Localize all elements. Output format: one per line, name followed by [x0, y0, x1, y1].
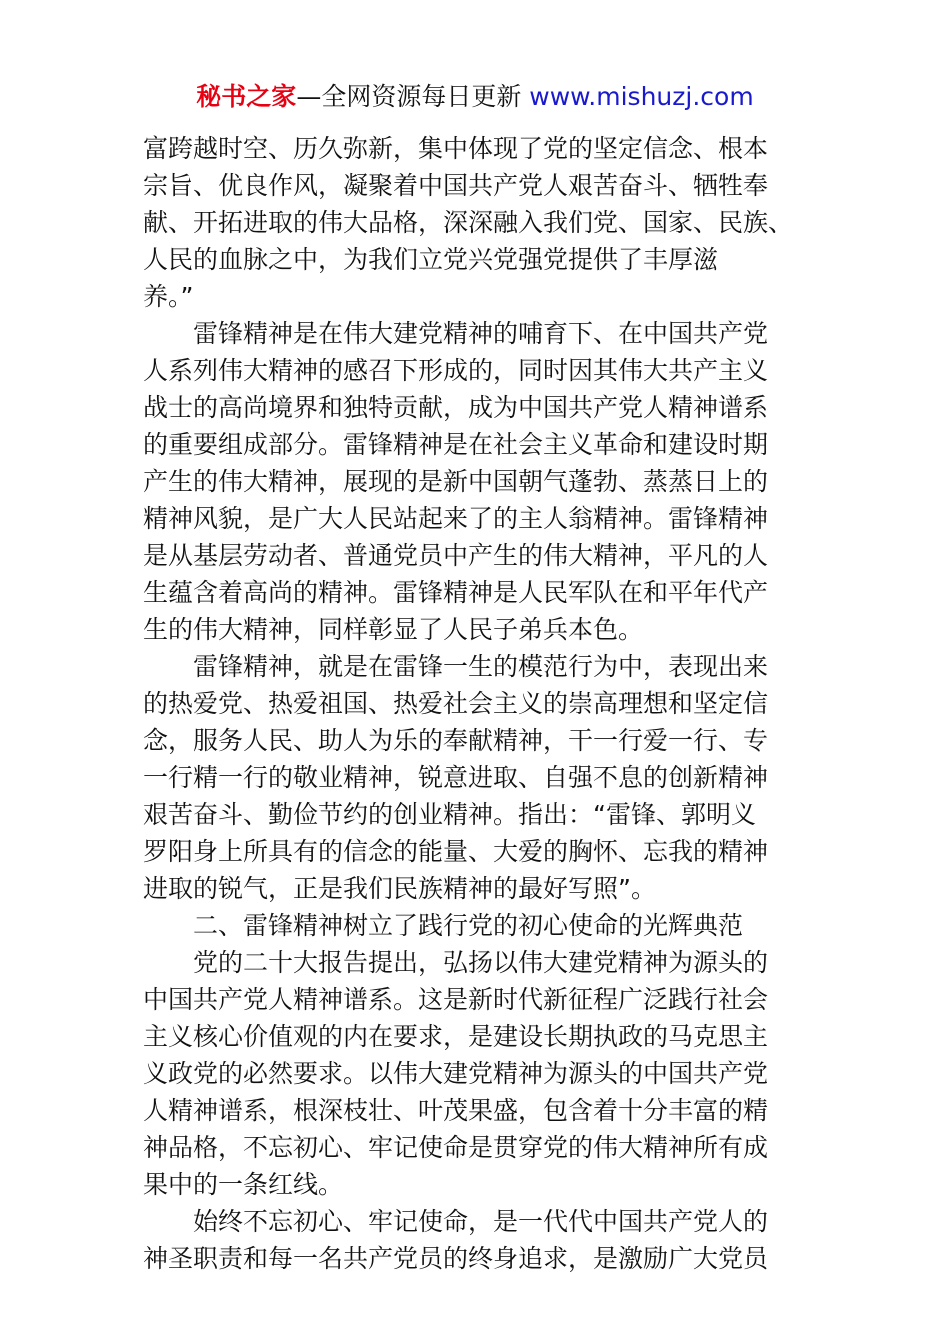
text-line: 念，服务人民、助人为乐的奉献精神，干一行爱一行、专	[143, 726, 769, 755]
text-line: 雷锋精神，就是在雷锋一生的模范行为中，表现出来	[193, 652, 769, 681]
text-line: 养。”	[143, 282, 194, 311]
text-line: 生的伟大精神，同样彰显了人民子弟兵本色。	[143, 615, 644, 644]
text-line: 神圣职责和每一名共产党员的终身追求，是激励广大党员	[143, 1244, 769, 1273]
text-line: 党的二十大报告提出，弘扬以伟大建党精神为源头的	[193, 948, 769, 977]
text-line: 进取的锐气，正是我们民族精神的最好写照”。	[143, 874, 656, 903]
text-line: 神品格，不忘初心、牢记使命是贯穿党的伟大精神所有成	[143, 1133, 769, 1162]
site-tagline: —全网资源每日更新	[296, 82, 530, 111]
text-line: 宗旨、优良作风，凝聚着中国共产党人艰苦奋斗、牺牲奉	[143, 171, 769, 200]
text-line: 产生的伟大精神，展现的是新中国朝气蓬勃、蒸蒸日上的	[143, 467, 769, 496]
text-line: 罗阳身上所具有的信念的能量、大爱的胸怀、忘我的精神	[143, 837, 769, 866]
text-line: 富跨越时空、历久弥新，集中体现了党的坚定信念、根本	[143, 134, 769, 163]
text-line: 人民的血脉之中，为我们立党兴党强党提供了丰厚滋	[143, 245, 719, 274]
site-brand: 秘书之家	[196, 82, 297, 111]
text-line: 精神风貌，是广大人民站起来了的主人翁精神。雷锋精神	[143, 504, 769, 533]
text-line: 的热爱党、热爱祖国、热爱社会主义的崇高理想和坚定信	[143, 689, 769, 718]
text-line: 生蕴含着高尚的精神。雷锋精神是人民军队在和平年代产	[143, 578, 769, 607]
text-line: 果中的一条红线。	[143, 1170, 344, 1199]
text-line: 二、雷锋精神树立了践行党的初心使命的光辉典范	[193, 911, 744, 940]
site-header	[0, 80, 950, 114]
text-line: 战士的高尚境界和独特贡献，成为中国共产党人精神谱系	[143, 393, 769, 422]
text-line: 人系列伟大精神的感召下形成的，同时因其伟大共产主义	[143, 356, 769, 385]
site-url-link[interactable]: www.mishuzj.com	[529, 82, 754, 111]
text-line: 人精神谱系，根深枝壮、叶茂果盛，包含着十分丰富的精	[143, 1096, 769, 1125]
text-line: 中国共产党人精神谱系。这是新时代新征程广泛践行社会	[143, 985, 769, 1014]
text-line: 一行精一行的敬业精神，锐意进取、自强不息的创新精神	[143, 763, 769, 792]
text-line: 主义核心价值观的内在要求，是建设长期执政的马克思主	[143, 1022, 769, 1051]
text-line: 是从基层劳动者、普通党员中产生的伟大精神，平凡的人	[143, 541, 769, 570]
text-line: 义政党的必然要求。以伟大建党精神为源头的中国共产党	[143, 1059, 769, 1088]
text-line: 雷锋精神是在伟大建党精神的哺育下、在中国共产党	[193, 319, 769, 348]
text-line: 始终不忘初心、牢记使命，是一代代中国共产党人的	[193, 1207, 769, 1236]
document-body	[143, 130, 813, 1277]
text-line: 献、开拓进取的伟大品格，深深融入我们党、国家、民族、	[143, 208, 794, 237]
text-line: 艰苦奋斗、勤俭节约的创业精神。指出：“雷锋、郭明义	[143, 800, 756, 829]
text-line: 的重要组成部分。雷锋精神是在社会主义革命和建设时期	[143, 430, 769, 459]
